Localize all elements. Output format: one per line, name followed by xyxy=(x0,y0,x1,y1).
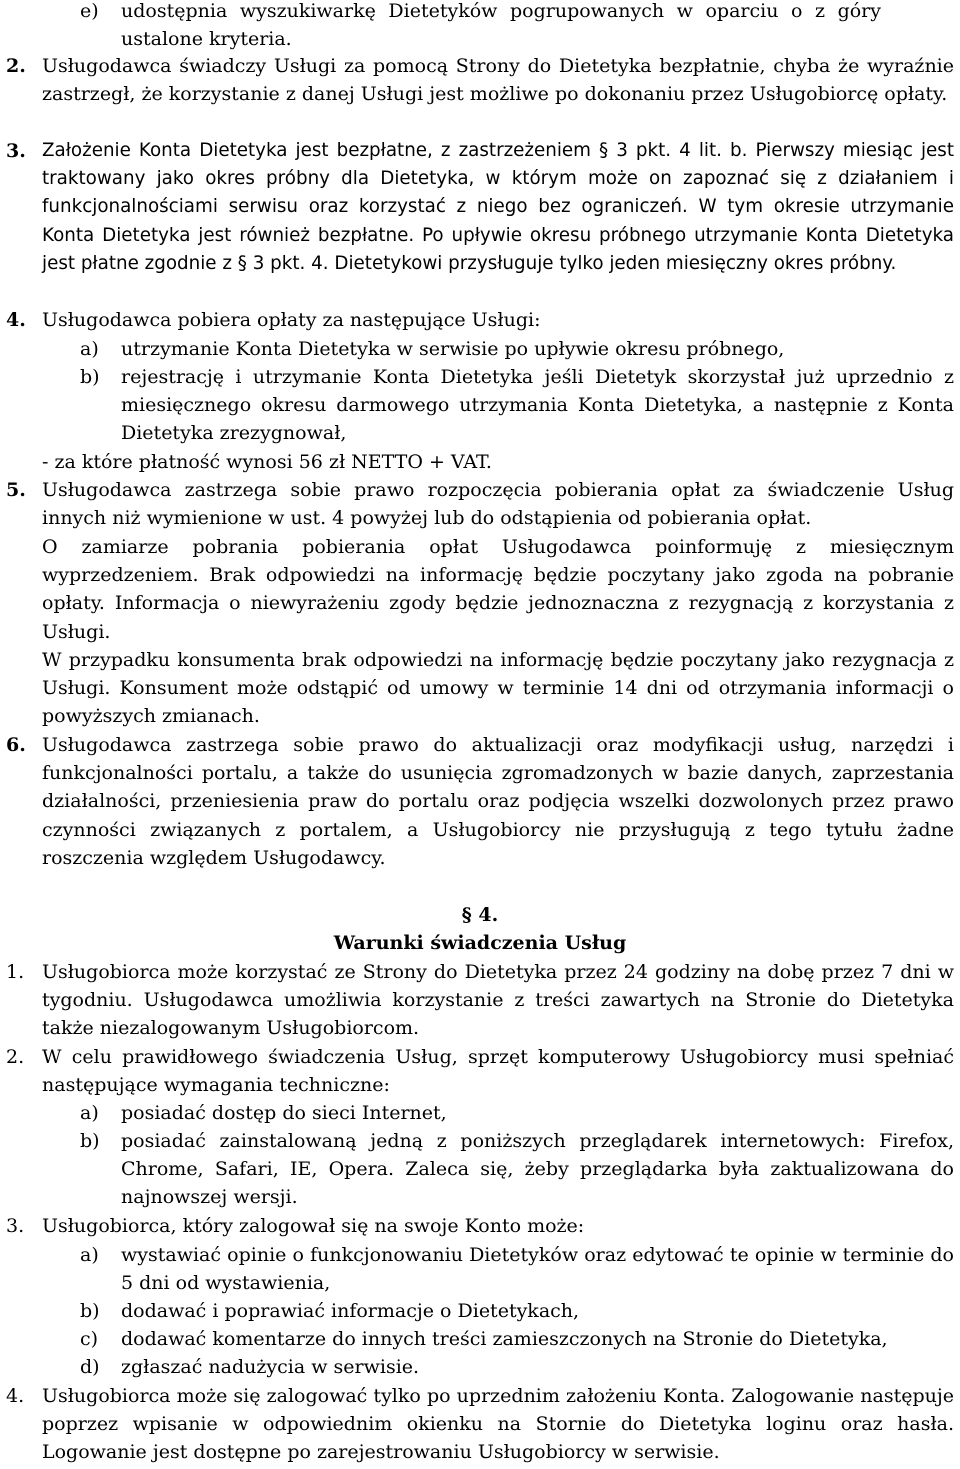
list-marker: c) xyxy=(80,1328,99,1350)
section-item-2: W celu prawidłowego świadczenia Usług, sprzęt komputerowy Usługobiorcy musi spełniać następujące wymagania techniczne: xyxy=(42,1046,954,1097)
list-marker: d) xyxy=(80,1356,100,1378)
paragraph-6: Usługodawca zastrzega sobie prawo do aktualizacji oraz modyfikacji usług, narzędzi i funkcjonalności portalu, a także do usunięcia zgromadzonych w bazie danych, zaprzestania działalności, przeniesienia praw do portalu oraz podjęcia wszelki dozwolonych przez prawo czynności związanych z portalem, a Usługobiorcy nie przysługują z tego tytułu żadne roszczenia względem Usługodawcy. xyxy=(42,734,954,869)
list-marker: 3. xyxy=(6,1215,25,1237)
permission-item-d: zgłaszać nadużycia w serwisie. xyxy=(121,1356,420,1378)
paragraph-5-notice: O zamiarze pobrania pobierania opłat Usługodawca poinformuję z miesięcznym wyprzedzeniem. Brak odpowiedzi na informację będzie poczytany jako zgoda na pobranie opłaty. Informacja o niewyrażeniu zgody będzie jednoznaczna z rezygnacją z korzystania z Usługi. xyxy=(42,536,954,643)
list-marker: 5. xyxy=(6,479,26,501)
section-item-1: Usługobiorca może korzystać ze Strony do Dietetyka przez 24 godziny na dobę przez 7 dni w tygodniu. Usługodawca umożliwia korzystanie z treści zawartych na Stronie do Dietetyka także niezalogowanym Usługobiorcom. xyxy=(42,961,954,1040)
list-marker: a) xyxy=(80,1244,99,1266)
paragraph-3: Założenie Konta Dietetyka jest bezpłatne, z zastrzeżeniem § 3 pkt. 4 lit. b. Pierwszy miesiąc jest traktowany jako okres próbny dla Dietetyka, w którym może on zapoznać się z działaniem i funkcjonalnościami serwisu oraz korzystać z niego bez ograniczeń. W tym okresie utrzymanie Konta Dietetyka jest również bezpłatne. Po upływie okresu próbnego utrzymanie Konta Dietetyka jest płatne zgodnie z § 3 pkt. 4. Dietetykowi przysługuje tylko jeden miesięczny okres próbny. xyxy=(42,140,954,274)
paragraph-5: Usługodawca zastrzega sobie prawo rozpoczęcia pobierania opłat za świadczenie Usług innych niż wymienione w ust. 4 powyżej lub do odstąpienia od pobierania opłat. xyxy=(42,479,954,530)
list-marker: 4. xyxy=(6,1385,25,1407)
permission-item-c: dodawać komentarze do innych treści zamieszczonych na Stronie do Dietetyka, xyxy=(121,1328,888,1350)
list-item-e: udostępnia wyszukiwarkę Dietetyków pogrupowanych w oparciu o z góry ustalone kryteria. xyxy=(121,0,881,51)
list-marker: e) xyxy=(80,0,99,22)
list-marker: a) xyxy=(80,338,99,360)
requirement-item-a: posiadać dostęp do sieci Internet, xyxy=(121,1102,447,1124)
paragraph-2: Usługodawca świadczy Usługi za pomocą Strony do Dietetyka bezpłatnie, chyba że wyraźnie zastrzegł, że korzystanie z danej Usługi jest możliwe po dokonaniu przez Usługobiorcę opłaty. xyxy=(42,55,954,106)
list-marker: 6. xyxy=(6,734,26,756)
paragraph-4: Usługodawca pobiera opłaty za następujące Usługi: xyxy=(42,309,541,331)
sub-item-a: utrzymanie Konta Dietetyka w serwisie po upływie okresu próbnego, xyxy=(121,338,785,360)
section-title: Warunki świadczenia Usług xyxy=(333,932,627,954)
section-item-3: Usługobiorca, który zalogował się na swoje Konto może: xyxy=(42,1215,585,1237)
permission-item-b: dodawać i poprawiać informacje o Dietetykach, xyxy=(121,1300,580,1322)
permission-item-a: wystawiać opinie o funkcjonowaniu Dietetyków oraz edytować te opinie w terminie do 5 dni od wystawienia, xyxy=(121,1244,954,1295)
requirement-item-b: posiadać zainstalowaną jedną z poniższych przeglądarek internetowych: Firefox, Chrome, Safari, IE, Opera. Zaleca się, żeby przeglądarka była zaktualizowana do najnowszej wersji. xyxy=(121,1130,954,1209)
price-note: - za które płatność wynosi 56 zł NETTO + VAT. xyxy=(42,451,492,473)
section-item-4: Usługobiorca może się zalogować tylko po uprzednim założeniu Konta. Zalogowanie następuje poprzez wpisanie w odpowiednim okienku na Stornie do Dietetyka loginu oraz hasła. Logowanie jest dostępne po zarejestrowaniu Usługobiorcy w serwisie. xyxy=(42,1385,954,1464)
list-marker: b) xyxy=(80,1300,100,1322)
list-marker: 3. xyxy=(6,140,26,162)
list-marker: a) xyxy=(80,1102,99,1124)
list-marker: b) xyxy=(80,1130,100,1152)
section-number: § 4. xyxy=(461,904,499,926)
list-marker: b) xyxy=(80,366,100,388)
list-marker: 2. xyxy=(6,1046,25,1068)
list-marker: 1. xyxy=(6,961,25,983)
sub-item-b: rejestrację i utrzymanie Konta Dietetyka jeśli Dietetyk skorzystał już uprzednio z miesięcznego okresu darmowego utrzymania Konta Dietetyka, a następnie z Konta Dietetyka zrezygnował, xyxy=(121,366,954,445)
list-marker: 4. xyxy=(6,309,26,331)
list-marker: 2. xyxy=(6,55,26,77)
paragraph-5-consumer: W przypadku konsumenta brak odpowiedzi na informację będzie poczytany jako rezygnacja z Usługi. Konsument może odstąpić od umowy w terminie 14 dni od otrzymania informacji o powyższych zmianach. xyxy=(42,649,954,728)
